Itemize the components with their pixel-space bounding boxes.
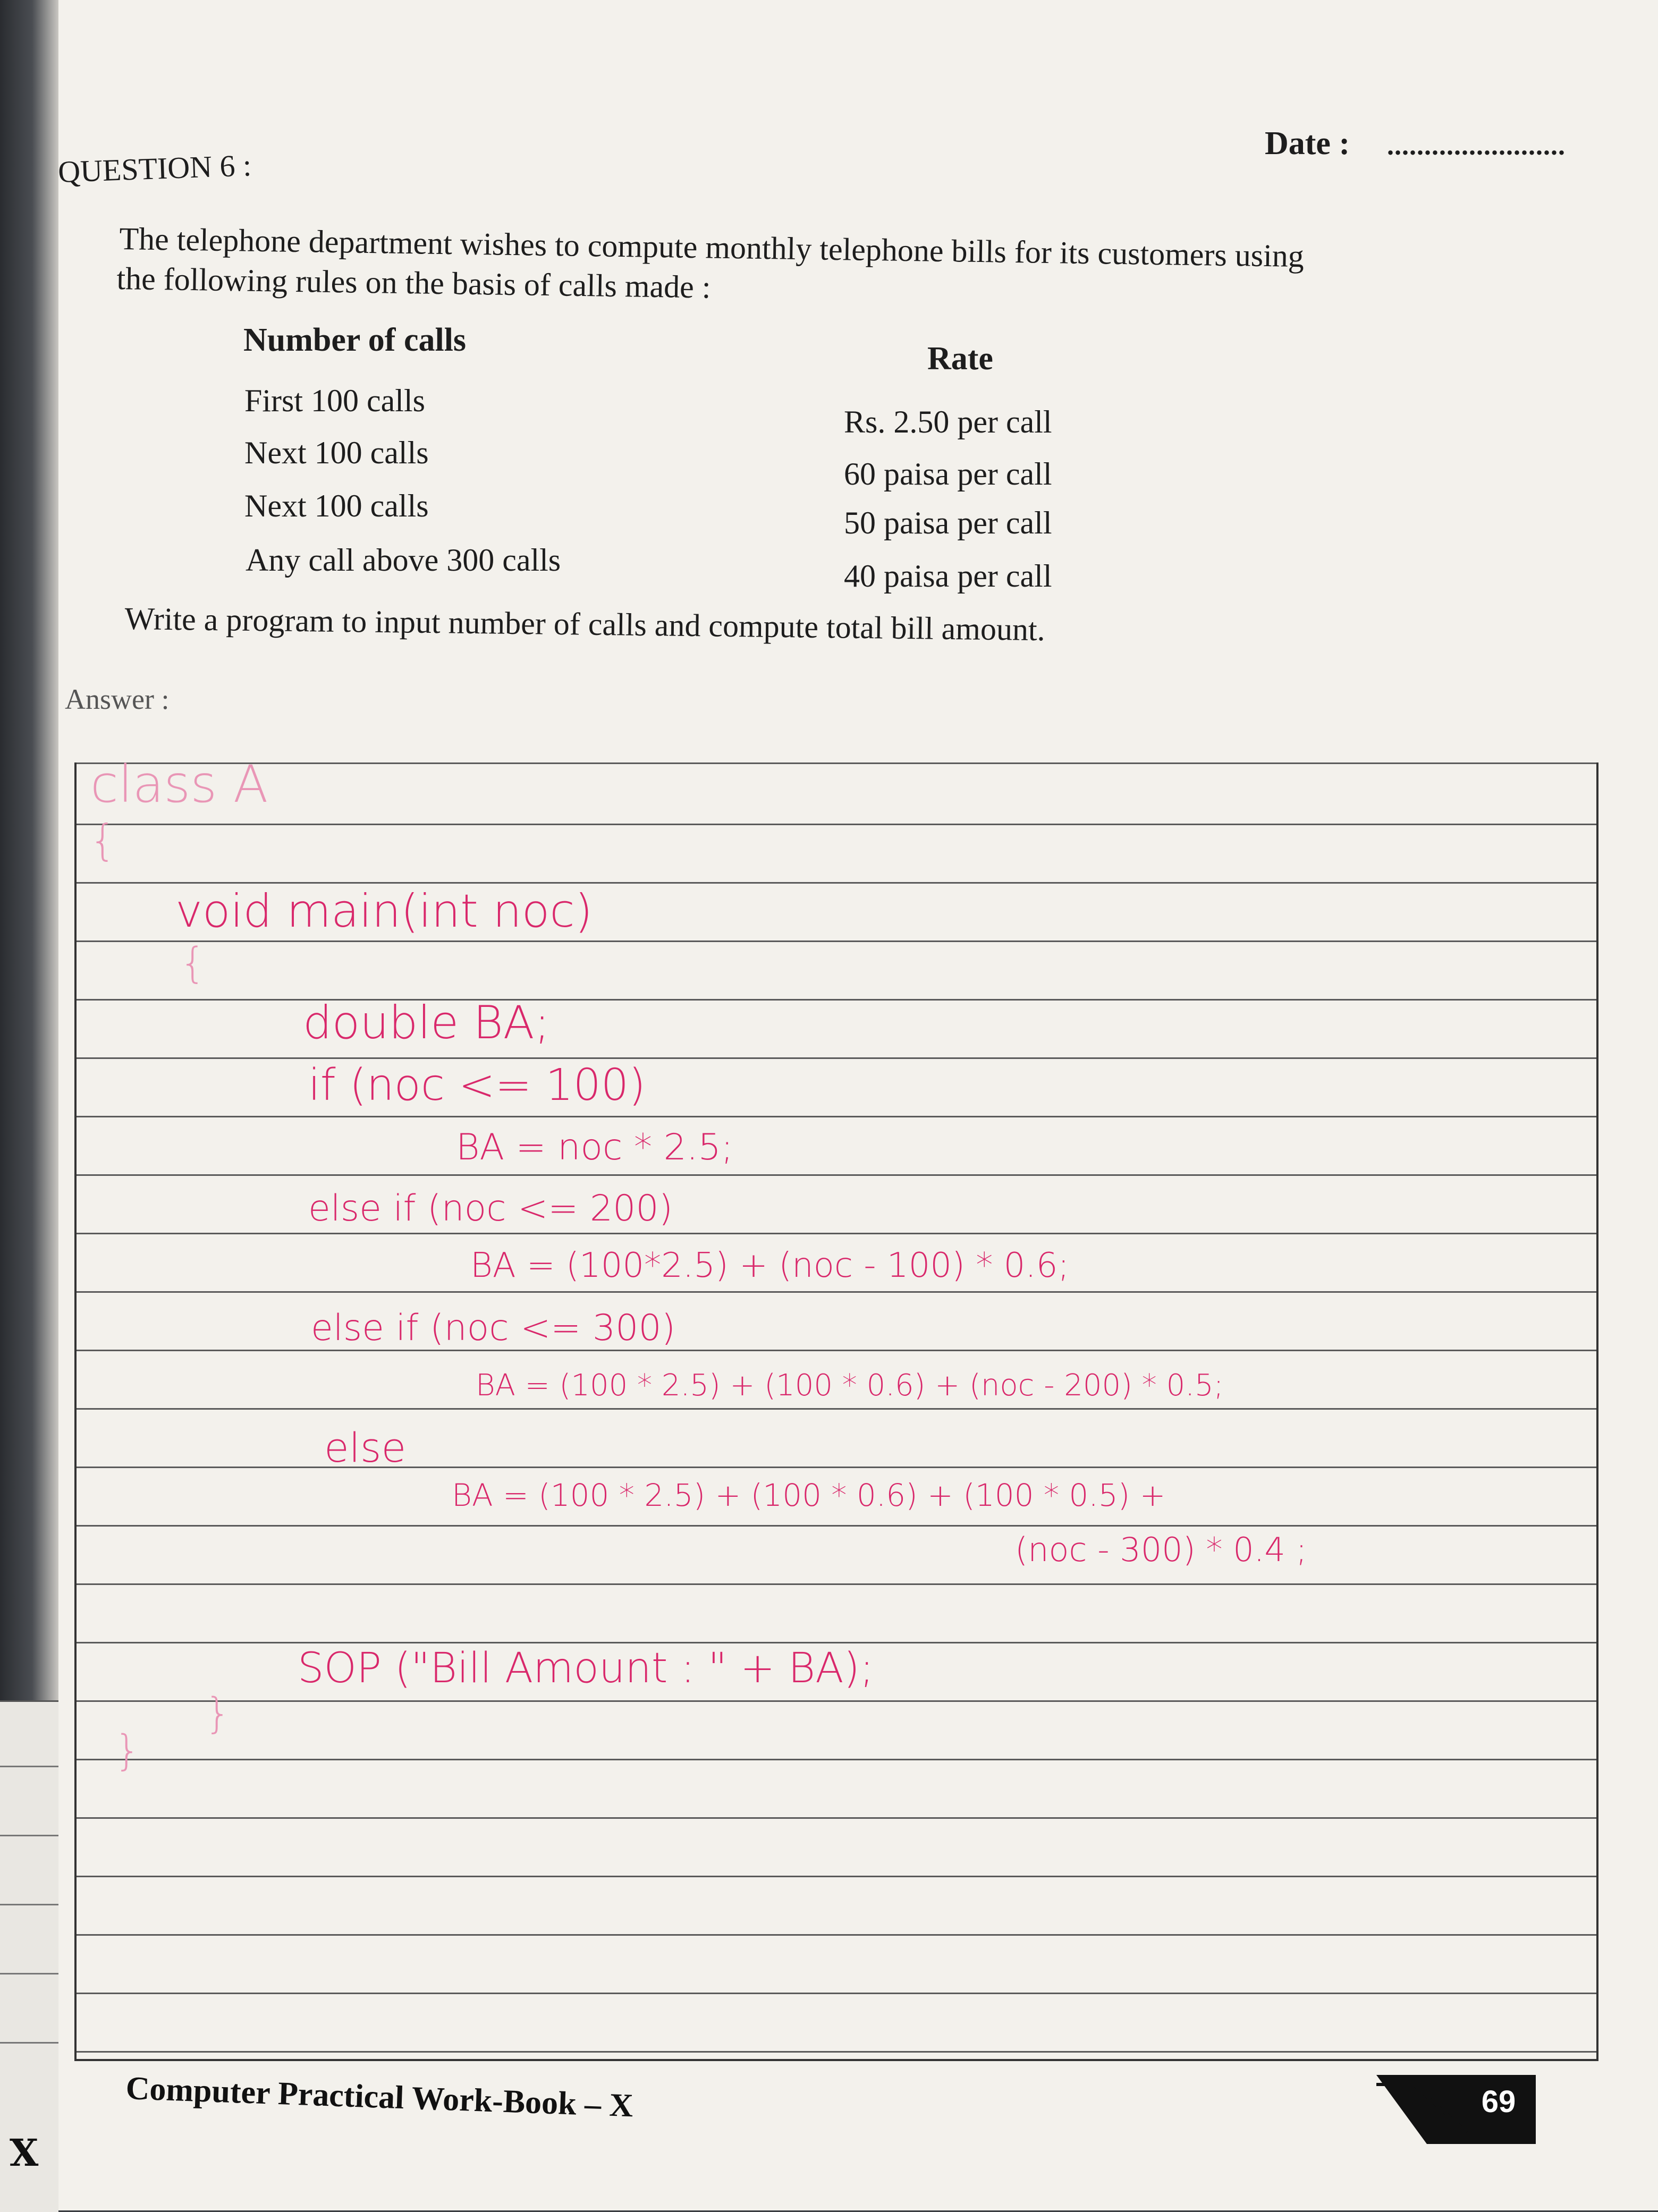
- code-line-open-brace-1: {: [89, 816, 116, 865]
- code-line-else-if-2: else if (noc <= 300): [311, 1307, 676, 1349]
- date-label: Date :: [1265, 125, 1350, 162]
- code-line-open-brace-2: {: [180, 939, 206, 987]
- calls-row-2: Next 100 calls: [244, 435, 429, 470]
- calls-column-header: Number of calls: [243, 322, 467, 358]
- code-line-class: class A: [90, 755, 268, 814]
- code-line-else: else: [324, 1424, 407, 1471]
- rate-row-3: 50 paisa per call: [844, 505, 1052, 540]
- date-blank: ........................: [1387, 131, 1566, 161]
- code-line-print: SOP ("Bill Amount : " + BA);: [298, 1645, 874, 1692]
- answer-label: Answer :: [65, 683, 170, 715]
- rate-row-1: Rs. 2.50 per call: [844, 404, 1052, 439]
- code-line-if: if (noc <= 100): [308, 1060, 646, 1111]
- spine-mark: X: [10, 2131, 39, 2175]
- code-line-main: void main(int noc): [175, 885, 593, 938]
- code-line-ba-1: BA = noc * 2.5;: [456, 1126, 733, 1168]
- calls-row-4: Any call above 300 calls: [246, 543, 561, 578]
- ruled-answer-box: [74, 762, 1598, 2061]
- code-line-ba-4: BA = (100 * 2.5) + (100 * 0.6) + (100 * 0.5) +: [452, 1477, 1166, 1513]
- rate-column-header: Rate: [927, 341, 993, 377]
- question-text-line-2: the following rules on the basis of calls made :: [116, 260, 711, 305]
- page-number: 69: [1481, 2084, 1516, 2119]
- code-line-close-brace-1: }: [205, 1690, 231, 1738]
- calls-row-3: Next 100 calls: [244, 488, 429, 523]
- code-line-close-brace-2: }: [114, 1727, 141, 1775]
- code-line-else-if-1: else if (noc <= 200): [308, 1188, 673, 1230]
- rate-row-2: 60 paisa per call: [844, 456, 1052, 491]
- code-line-declare: double BA;: [303, 996, 550, 1049]
- code-line-ba-2: BA = (100*2.5) + (noc - 100) * 0.6;: [470, 1246, 1069, 1285]
- rate-row-4: 40 paisa per call: [844, 558, 1052, 594]
- question-instruction: Write a program to input number of calls and compute total bill amount.: [124, 600, 1046, 648]
- code-line-ba-4-cont: (noc - 300) * 0.4 ;: [1015, 1530, 1307, 1569]
- calls-row-1: First 100 calls: [244, 383, 425, 418]
- question-text-line-1: The telephone department wishes to compute monthly telephone bills for its customers using: [119, 221, 1305, 274]
- code-line-ba-3: BA = (100 * 2.5) + (100 * 0.6) + (noc - 200) * 0.5;: [476, 1368, 1224, 1403]
- book-title: Computer Practical Work-Book – X: [125, 2070, 634, 2124]
- question-title: QUESTION 6 :: [57, 148, 252, 189]
